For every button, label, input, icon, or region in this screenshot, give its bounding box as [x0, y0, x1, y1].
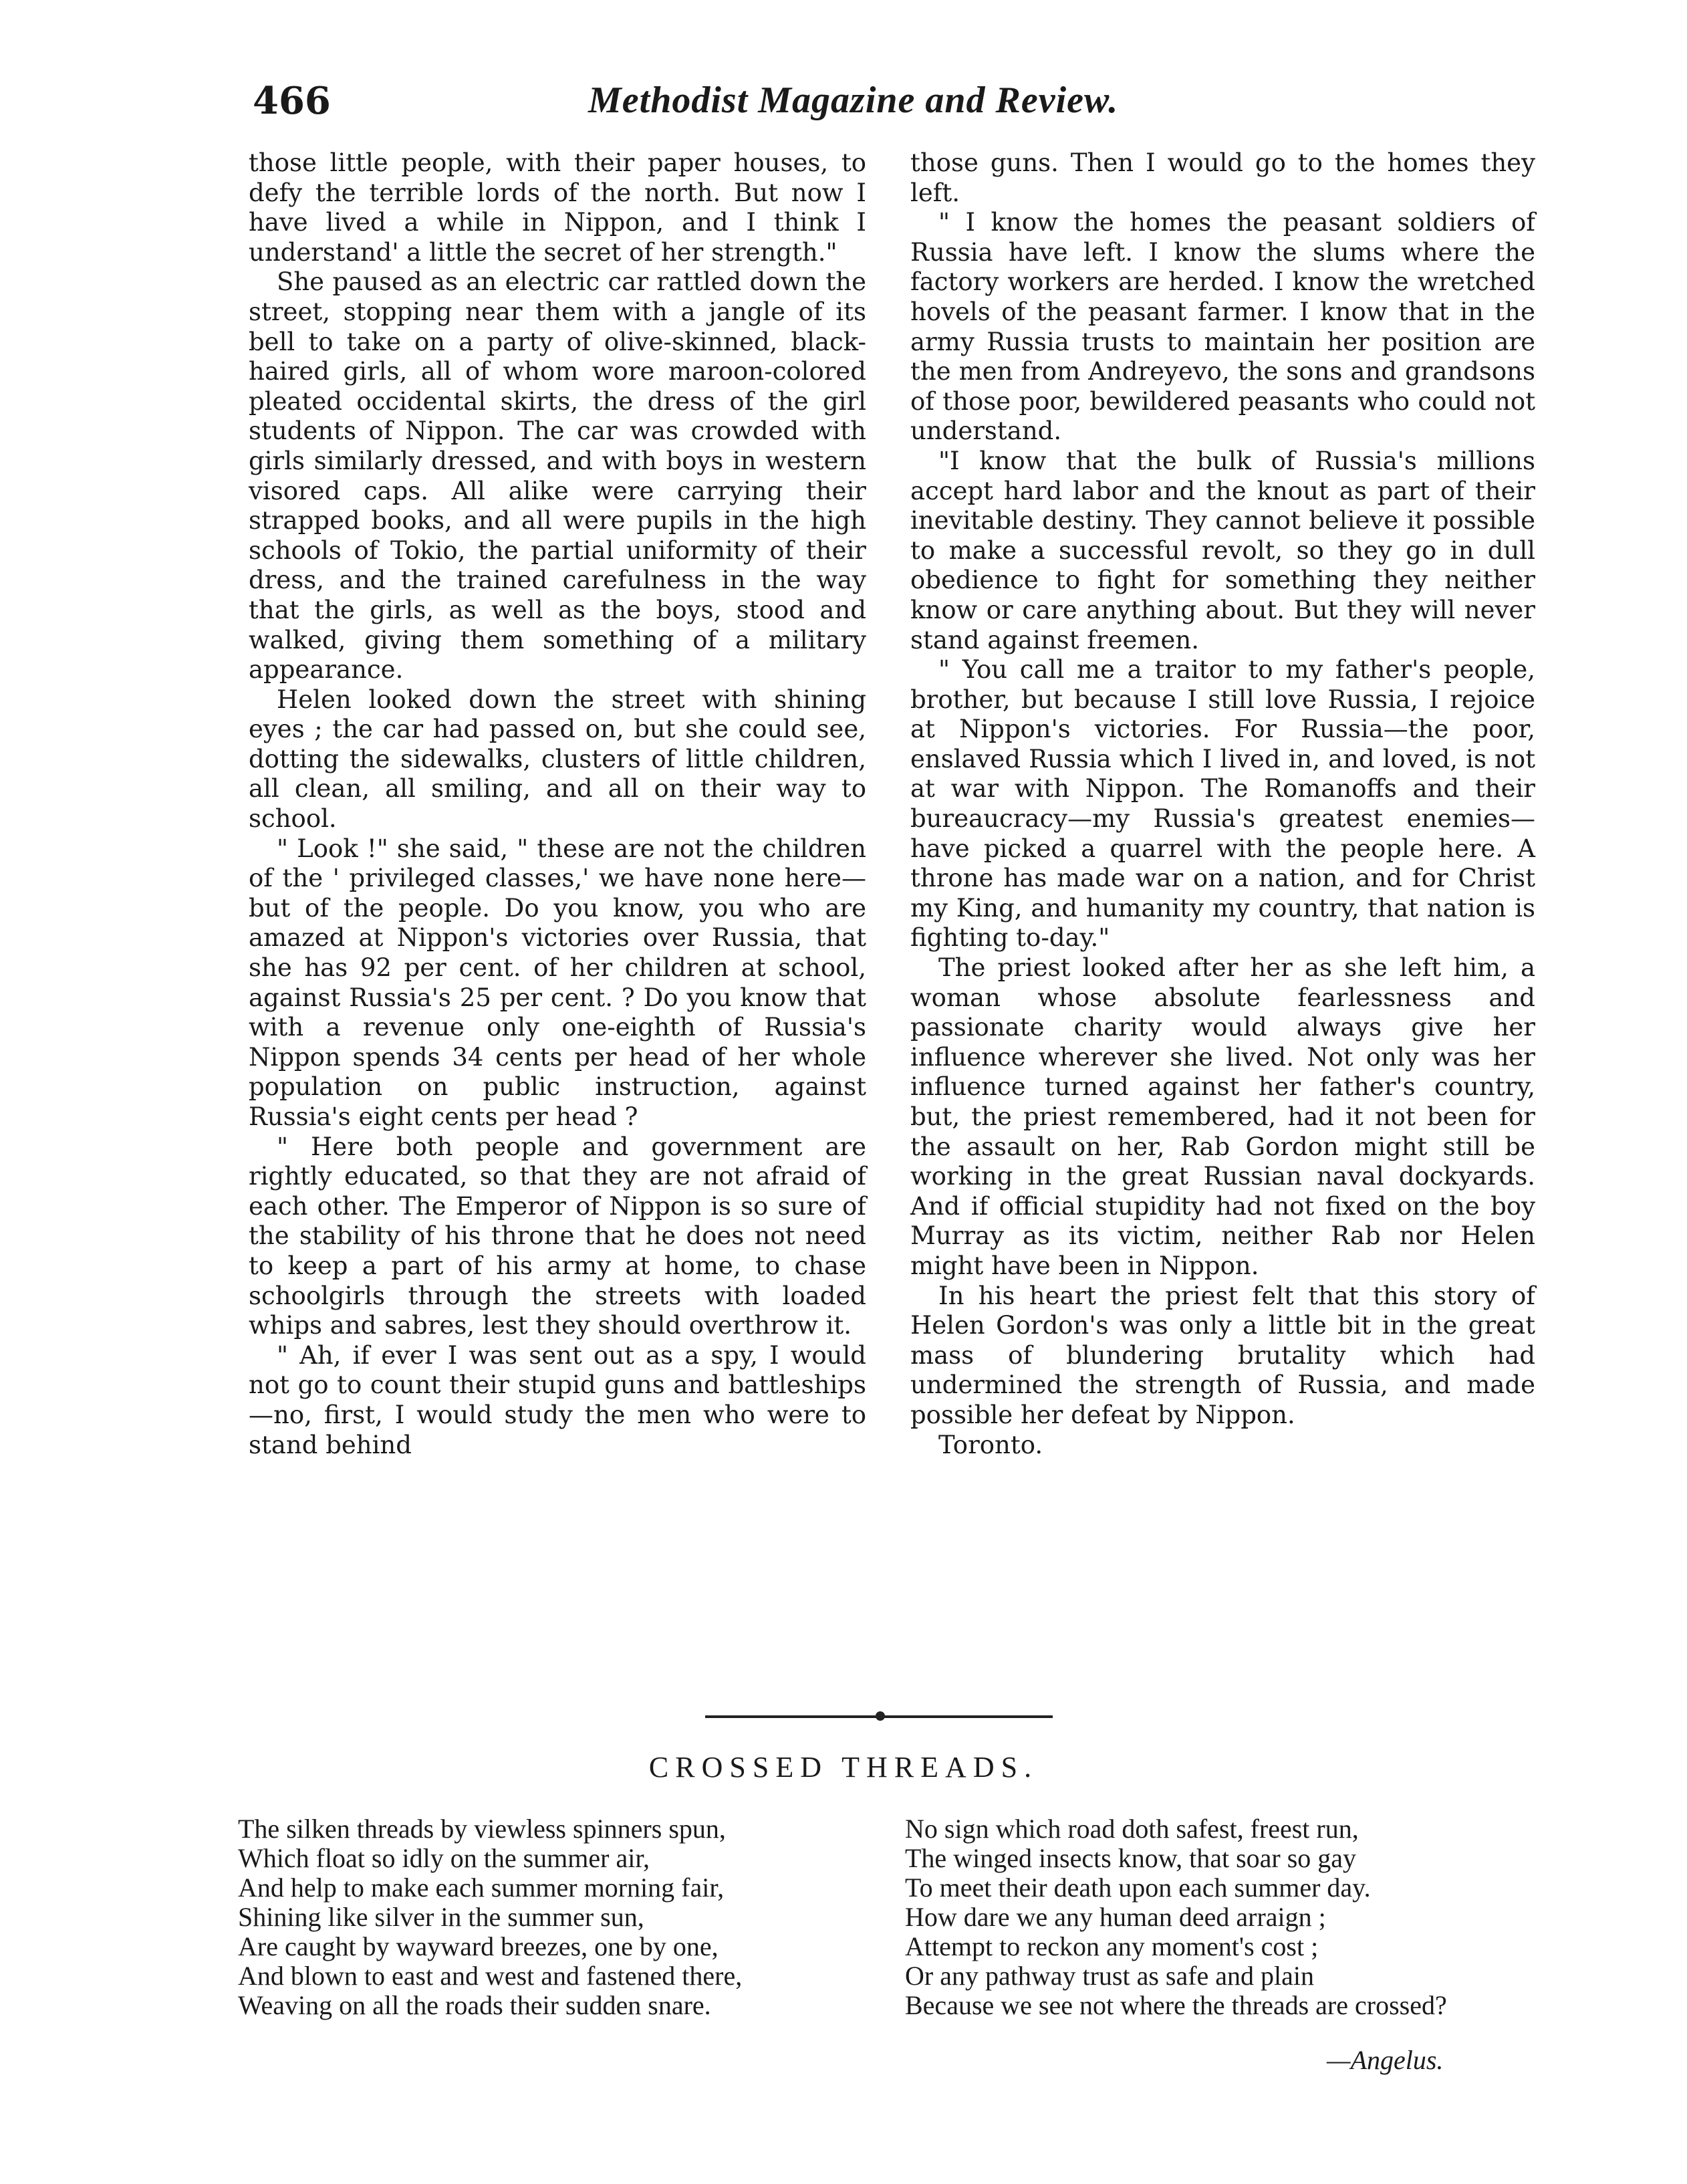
running-title: Methodist Magazine and Review. — [588, 80, 1119, 121]
poem-stanza-right — [905, 1814, 1447, 2020]
section-divider-ornament — [876, 1711, 885, 1721]
poem-line: Are caught by wayward breezes, one by one, — [238, 1931, 719, 1961]
body-paragraph: In his heart the priest felt that this story of Helen Gordon's was only a little bit in the great mass of blundering brutality which had undermined the strength of Russia, and made possible her defeat by Nippon. — [910, 1281, 1535, 1429]
body-paragraph: "I know that the bulk of Russia's millions accept hard labor and the knout as part of their inevitable destiny. They cannot believe it possible to make a successful revolt, so they go in dull obedience to fight for something they neither know or care anything about. But they will never stand against freemen. — [910, 446, 1535, 654]
body-paragraph: " Here both people and government are rightly educated, so that they are not afraid of each other. The Emperor of Nippon is so sure of the stability of his throne that he does not need to keep a part of his army at home, to chase schoolgirls through the streets with loaded whips and sabres, lest they should overthrow it. — [249, 1132, 866, 1340]
poem-stanza-left — [238, 1814, 742, 2020]
poem-title: CROSSED THREADS. — [648, 1751, 1039, 1784]
right-column — [910, 148, 1535, 1460]
poem-line: To meet their death upon each summer day. — [905, 1872, 1371, 1903]
poem-line: The winged insects know, that soar so gay — [905, 1843, 1357, 1873]
body-paragraph: She paused as an electric car rattled down the street, stopping near them with a jangle of its bell to take on a party of olive-skinned, black-haired girls, all of whom wore maroon-colored pleated occidental skirts, the dress of the girl students of Nippon. The car was crowded with girls similarly dressed, and with boys in western visored caps. All alike were carrying their strapped books, and all were pupils in the high schools of Tokio, the partial uniformity of their dress, and the trained carefulness in the way that the girls, as well as the boys, stood and walked, giving them something of a military appearance. — [249, 267, 866, 685]
left-column — [249, 148, 866, 1460]
poem-attribution: —Angelus. — [1327, 2045, 1444, 2075]
poem-line: The silken threads by viewless spinners spun, — [238, 1814, 726, 1844]
poem-line: And blown to east and west and fastened there, — [238, 1961, 743, 1991]
body-paragraph: " You call me a traitor to my father's people, brother, but because I still love Russia, I rejoice at Nippon's victories. For Russia—the poor, enslaved Russia which I lived in, and loved, is not at war with Nippon. The Romanoffs and their bureaucracy—my Russia's greatest enemies—have picked a quarrel with the people here. A throne has made war on a nation, and for Christ my King, and humanity my country, that nation is fighting to-day." — [910, 655, 1535, 953]
poem-line: Weaving on all the roads their sudden snare. — [238, 1990, 711, 2020]
body-paragraph: " Look !" she said, " these are not the children of the ' privileged classes,' we have none here—but of the people. Do you know, you who are amazed at Nippon's victories over Russia, that she has 92 per cent. of her children at school, against Russia's 25 per cent. ? Do you know that with a revenue only one-eighth of Russia's Nippon spends 34 cents per head of her whole population on public instruction, against Russia's eight cents per head ? — [249, 834, 866, 1131]
body-paragraph: those little people, with their paper houses, to defy the terrible lords of the north. But now I have lived a while in Nippon, and I think I understand' a little the secret of her strength." — [249, 148, 866, 267]
body-paragraph: The priest looked after her as she left him, a woman whose absolute fearlessness and passionate charity would always give her influence wherever she lived. Not only was her influence turned against her father's country, but, the priest remembered, had it not been for the assault on her, Rab Gordon might still be working in the great Russian naval dockyards. And if official stupidity had not fixed on the boy Murray as its victim, neither Rab nor Helen might have been in Nippon. — [910, 953, 1535, 1280]
poem-line: Or any pathway trust as safe and plain — [905, 1961, 1315, 1991]
poem-line: Attempt to reckon any moment's cost ; — [905, 1931, 1319, 1961]
poem-line: And help to make each summer morning fair, — [238, 1872, 725, 1903]
body-paragraph: " Ah, if ever I was sent out as a spy, I would not go to count their stupid guns and battleships—no, first, I would study the men who were to stand behind — [249, 1340, 866, 1459]
body-paragraph: Helen looked down the street with shining eyes ; the car had passed on, but she could see, dotting the sidewalks, clusters of little children, all clean, all smiling, and all on their way to school. — [249, 685, 866, 834]
poem-line: How dare we any human deed arraign ; — [905, 1902, 1326, 1932]
poem-line: Which float so idly on the summer air, — [238, 1843, 650, 1873]
poem-line: Shining like silver in the summer sun, — [238, 1902, 644, 1932]
signature-location: Toronto. — [938, 1430, 1043, 1459]
body-paragraph: " I know the homes the peasant soldiers of Russia have left. I know the slums where the factory workers are herded. I know the wretched hovels of the peasant farmer. I know that in the army Russia trusts to maintain her position are the men from Andreyevo, the sons and grandsons of those poor, bewildered peasants who could not understand. — [910, 208, 1535, 446]
poem-line: No sign which road doth safest, freest run, — [905, 1814, 1359, 1844]
body-paragraph: those guns. Then I would go to the homes they left. — [910, 148, 1535, 207]
poem-line: Because we see not where the threads are crossed? — [905, 1990, 1447, 2020]
page-number: 466 — [253, 79, 331, 123]
